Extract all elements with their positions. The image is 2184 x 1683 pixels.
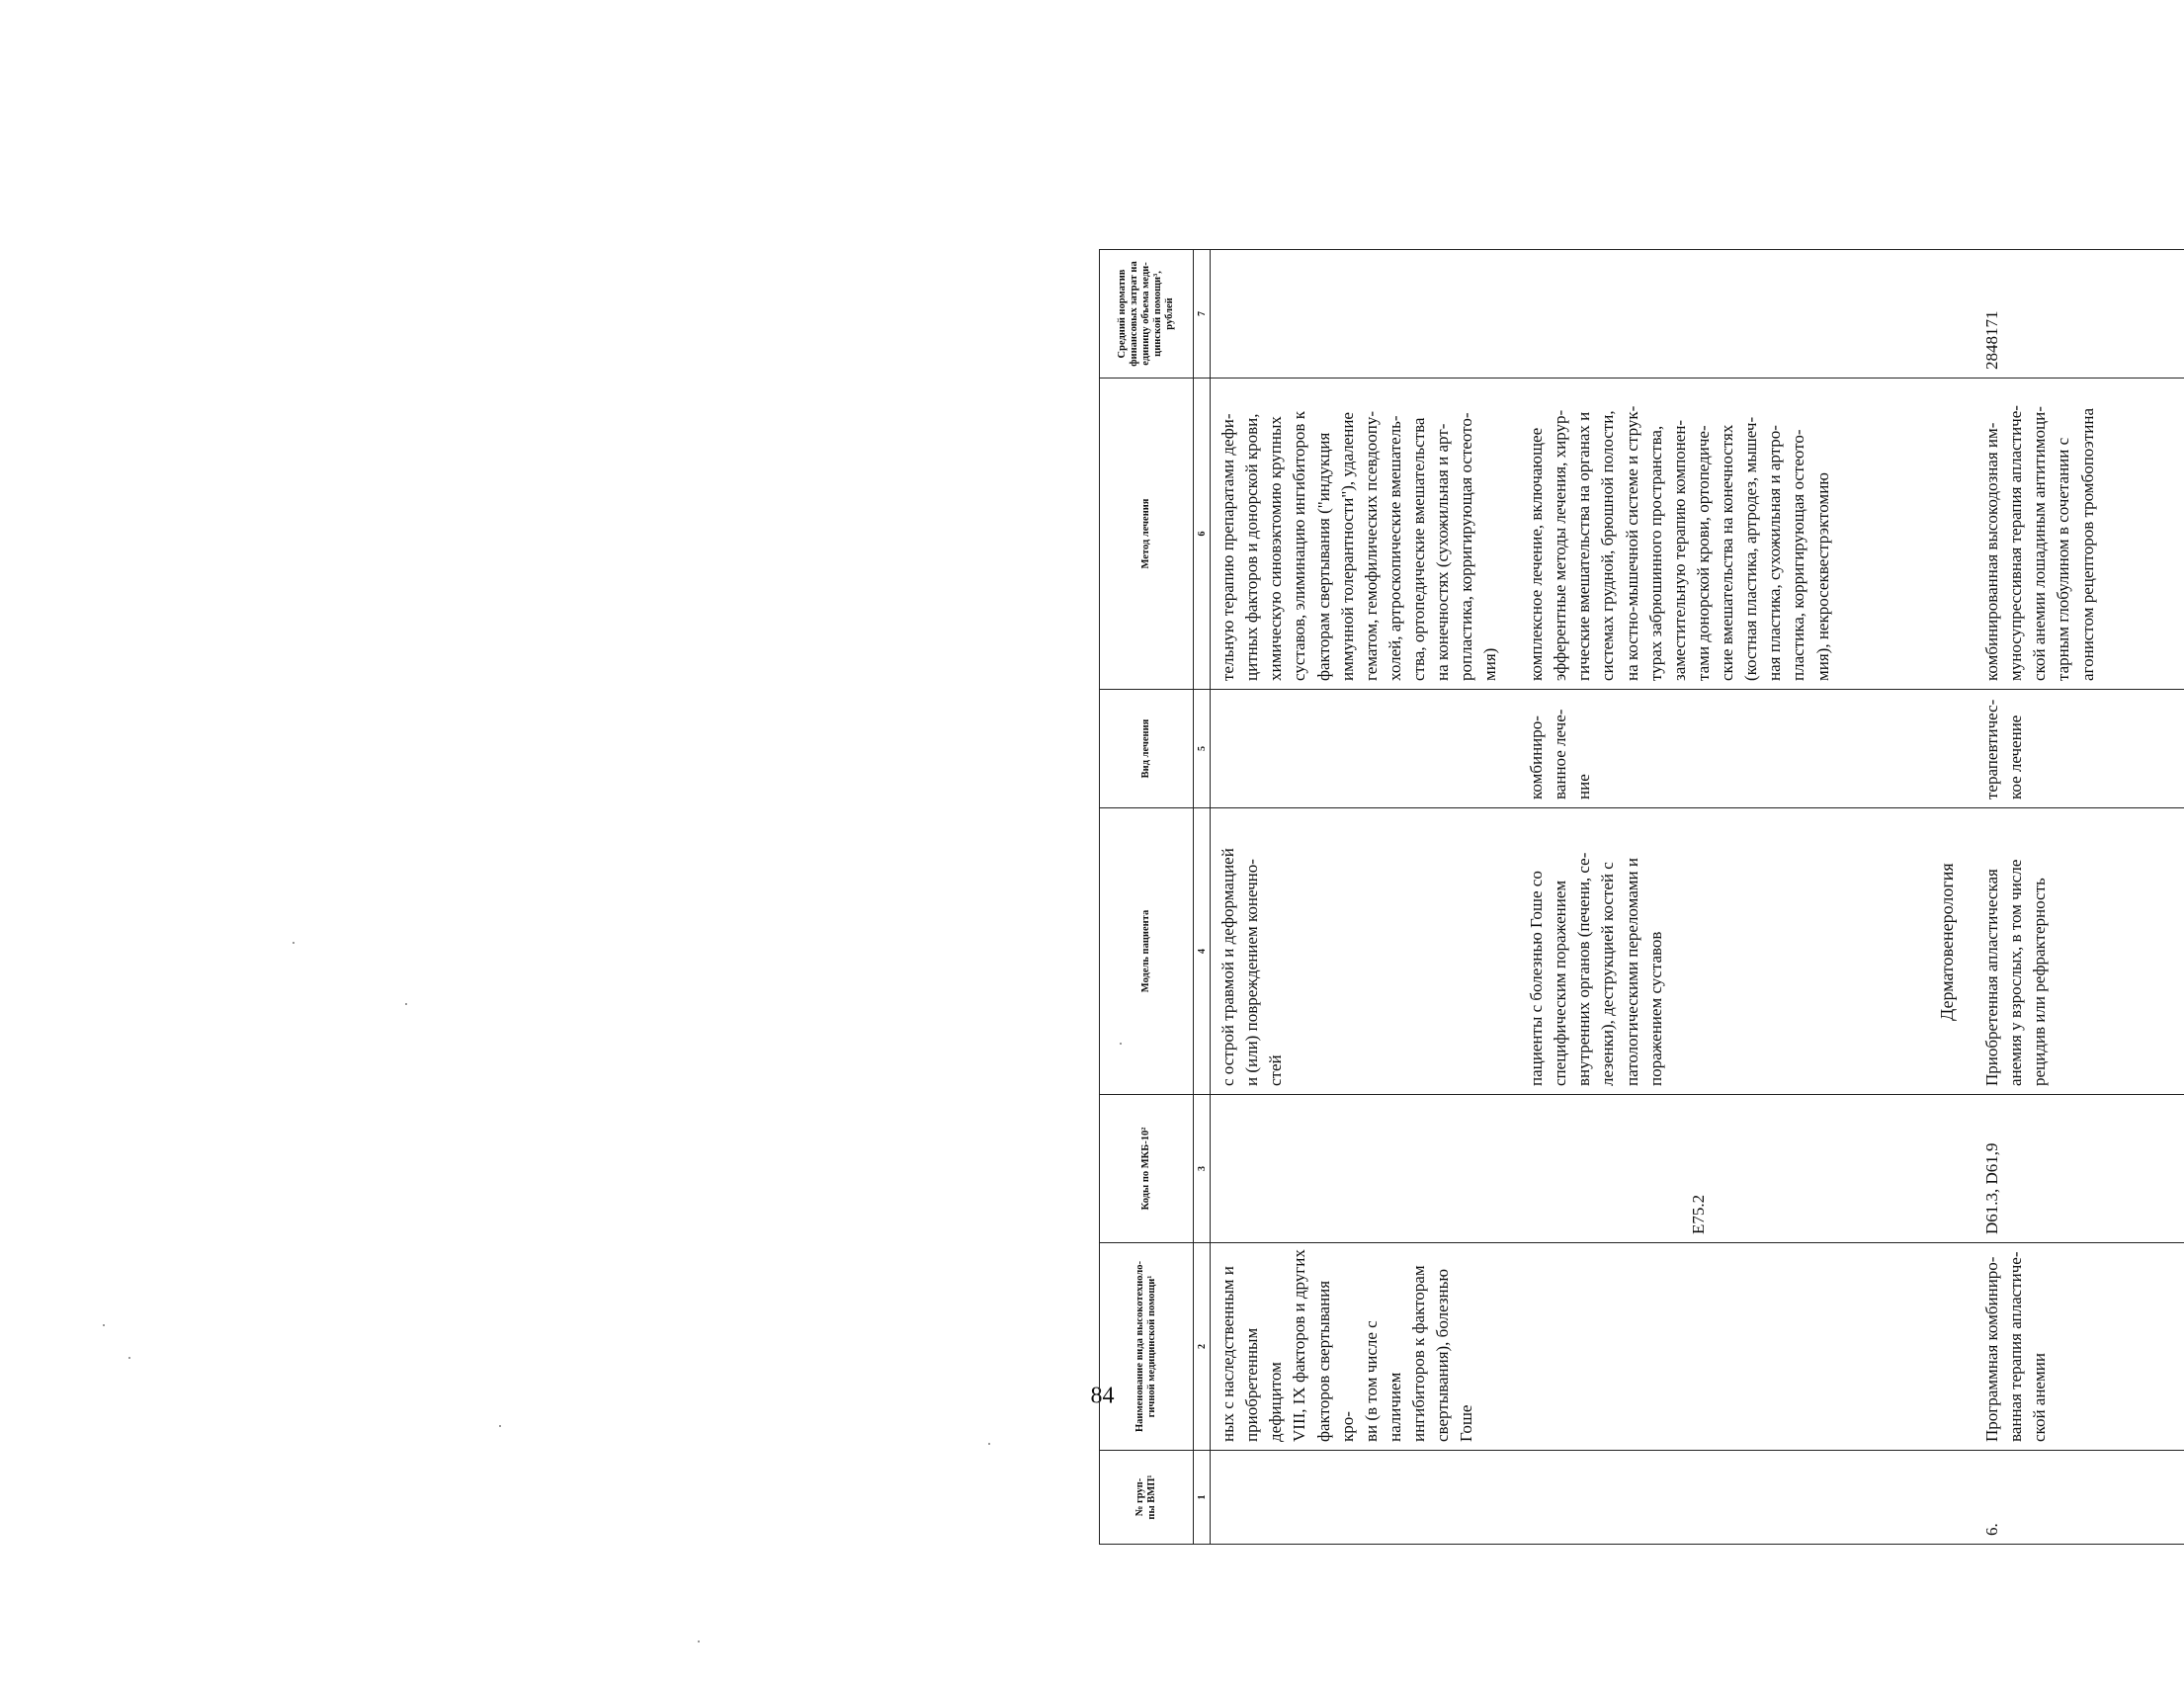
cell-cost: 2848171 — [1974, 250, 2184, 379]
cell-treatment-type — [1211, 690, 1520, 808]
header-icd-codes: Коды по МКБ-10² — [1100, 1095, 1194, 1243]
column-number: 1 — [1194, 1451, 1211, 1545]
cell-vmp-name — [1519, 1243, 1974, 1451]
scan-speck — [988, 1443, 990, 1445]
cell-icd-codes: D61.3, D61,9 — [1974, 1095, 2184, 1243]
table-header-row — [1100, 250, 1194, 1545]
cell-group — [1519, 1451, 1974, 1545]
scan-speck — [128, 1357, 130, 1359]
cell-cost — [1211, 250, 1520, 379]
header-treatment-type: Вид лечения — [1100, 690, 1194, 808]
page-number: 84 — [1090, 1383, 1115, 1409]
cell-group — [1211, 1451, 1520, 1545]
column-number: 7 — [1194, 250, 1211, 379]
scan-speck — [499, 1425, 501, 1427]
cell-treatment-method: комплексное лечение, включающее эфферентные методы лечения, хирур- гические вмешательства на органах и системах грудной, брюшной полости, на костно-мышечной системе и струк- турах забрюшинного пространства, заместительную терапию компонен- тами донорской крови, ортопедиче- ские вмешательства на конечностях (костная пластика, артродез, мышеч- ная пластика, сухожильная и артро- пластика, корригирующая остеото- мия), некросеквестрэктомию — [1519, 379, 1974, 690]
cell-treatment-method: комбинированная высокодозная им- муносупрессивная терапия апластиче- ской анемии лошадиным антитимоци- тарным глобулином в сочетании с агонистом рецепторов тромбопоэтина — [1974, 379, 2184, 690]
cell-patient-model: пациенты с болезнью Гоше со специфическим поражением внутренних органов (печени, се- лезенки), деструкцией костей с патологическими переломами и поражением суставов — [1519, 808, 1974, 1095]
cell-treatment-type: комбиниро- ванное лече- ние — [1519, 690, 1974, 808]
table-row — [1211, 250, 1520, 1545]
cell-cost — [1519, 250, 1974, 379]
cell-treatment-type: терапевтичес- кое лечение — [1974, 690, 2184, 808]
header-vmp-name: Наименование вида высокотехноло- гичной медицинской помощи¹ — [1100, 1243, 1194, 1451]
cell-group: 6. — [1974, 1451, 2184, 1545]
rotated-page — [1090, 250, 2097, 1545]
scan-speck — [293, 942, 294, 944]
scan-speck — [405, 1003, 407, 1005]
cell-icd-codes: E75.2 — [1519, 1095, 1974, 1243]
cell-patient-model: Приобретенная апластическая анемия у взрослых, в том числе рецидив или рефрактерность — [1974, 808, 2184, 1095]
header-cost-norm: Средний норматив финансовых затрат на единицу объема меди- цинской помощи³, рублей — [1100, 250, 1194, 379]
cell-vmp-name: ных с наследственным и приобретенным дефицитом VIII, IX факторов и других факторов свертывания кро- ви (в том числе с наличием ингибиторов к факторам свертывания), болезнью Гоше — [1211, 1243, 1520, 1451]
header-treatment-method: Метод лечения — [1100, 379, 1194, 690]
cell-patient-model: с острой травмой и деформацией и (или) повреждением конечно- стей — [1211, 808, 1520, 1095]
column-number: 3 — [1194, 1095, 1211, 1243]
table-row — [1519, 250, 1974, 1545]
table-row — [1974, 250, 2184, 1545]
column-number: 2 — [1194, 1243, 1211, 1451]
scan-speck — [103, 1324, 105, 1326]
column-number: 5 — [1194, 690, 1211, 808]
column-number: 6 — [1194, 379, 1211, 690]
cell-vmp-name: Программная комбиниро- ванная терапия апластиче- ской анемии — [1974, 1243, 2184, 1451]
header-group-number: № груп- пы ВМП¹ — [1100, 1451, 1194, 1545]
vmp-table — [1099, 249, 2184, 1545]
column-number: 4 — [1194, 808, 1211, 1095]
header-patient-model: Модель пациента — [1100, 808, 1194, 1095]
cell-icd-codes — [1211, 1095, 1520, 1243]
scan-speck — [698, 1641, 700, 1642]
column-number-row — [1194, 250, 1211, 1545]
section-title: Дерматовенерология — [1937, 863, 1957, 1021]
cell-treatment-method: тельную терапию препаратами дефи- цитных факторов и донорской крови, химическую синовэктомию крупных суставов, элиминацию ингибиторов к факторам свертывания ("индукция иммунной толерантности"), удаление гематом, гемофилических псевдоопу- холей, артроскопические вмешатель- ства, ортопедические вмешательства на конечностях (сухожильная и арт- ропластика, корригирующая остеото- мия) — [1211, 379, 1520, 690]
